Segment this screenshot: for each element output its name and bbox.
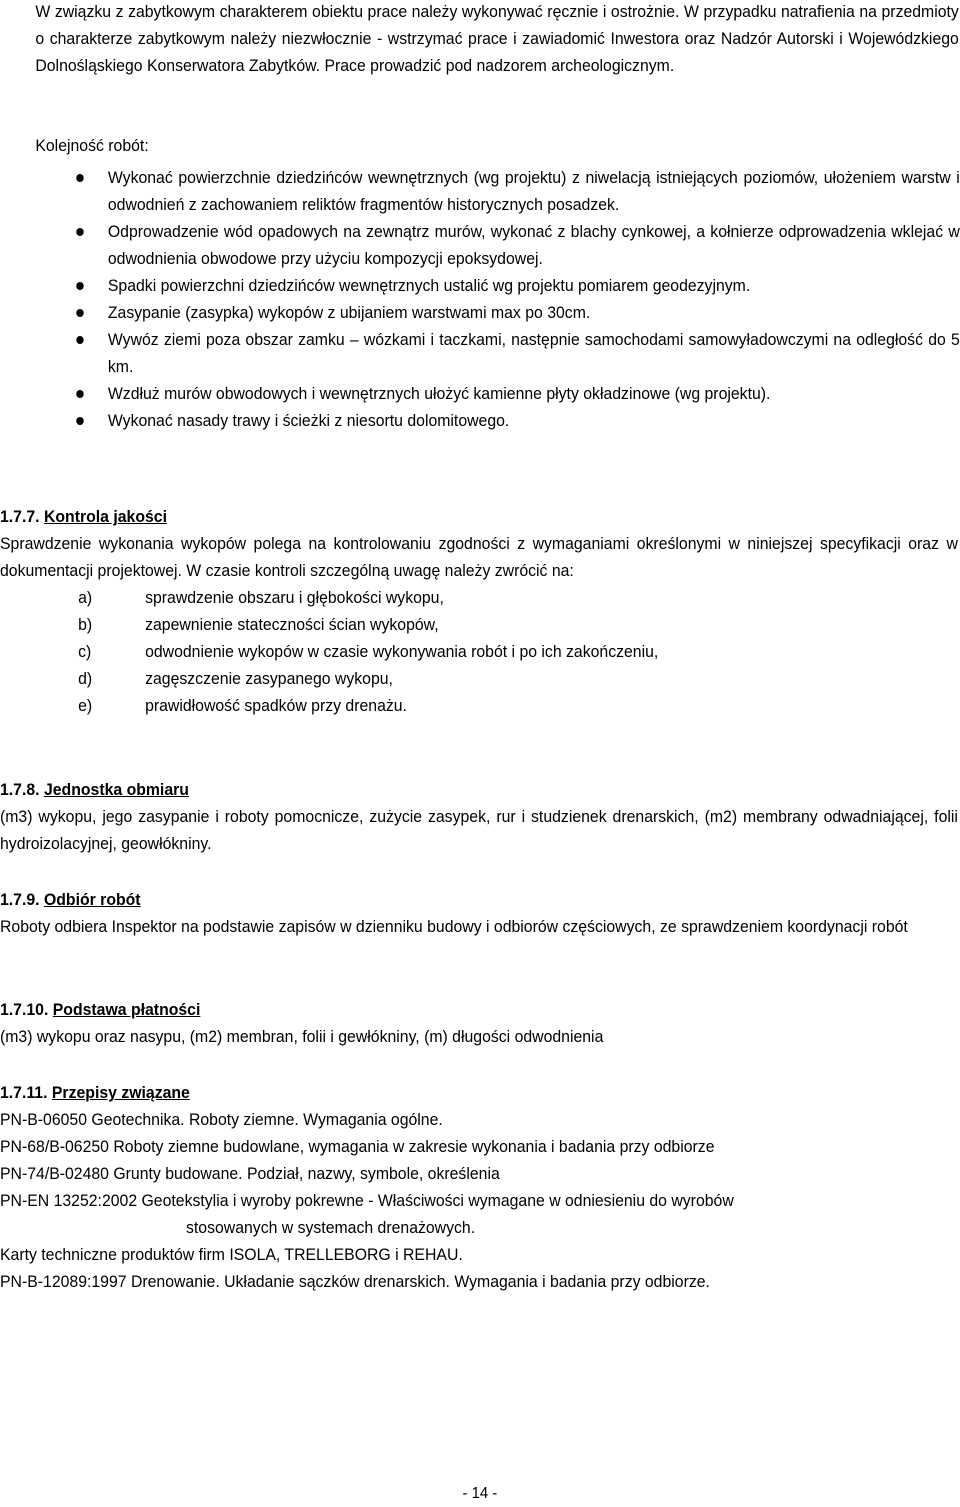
section-heading: 1.7.10. Podstawa płatności <box>0 1000 201 1019</box>
standard-line: PN-B-12089:1997 Drenowanie. Układanie sączków drenarskich. Wymagania i badania przy odbiorze. <box>0 1272 710 1291</box>
section-heading: 1.7.9. Odbiór robót <box>0 890 141 909</box>
bullet-icon <box>76 390 83 398</box>
list-item: Odprowadzenie wód opadowych na zewnątrz murów, wykonać z blachy cynkowej, a kołnierze odprowadzenia wklejać w odwodnienia obwodowe przy użyciu kompozycji epoksydowej. <box>0 218 960 272</box>
section-heading: 1.7.7. Kontrola jakości <box>0 507 167 526</box>
list-item: d) zagęszczenie zasypanego wykopu, <box>78 669 393 688</box>
order-list <box>0 164 960 434</box>
list-item: Spadki powierzchni dziedzińców wewnętrznych ustalić wg projektu pomiarem geodezyjnym. <box>0 272 960 299</box>
section-text: (m3) wykopu, jego zasypanie i roboty pomocnicze, zużycie zasypek, rur i studzienek drenarskich, (m2) membrany odwadniającej, folii hydroizolacyjnej, geowłókniny. <box>0 807 958 853</box>
list-item: Zasypanie (zasypka) wykopów z ubijaniem warstwami max po 30cm. <box>0 299 960 326</box>
check-list <box>0 584 958 719</box>
bullet-icon <box>76 336 83 344</box>
list-item: c) odwodnienie wykopów w czasie wykonywania robót i po ich zakończeniu, <box>78 642 659 661</box>
bullet-icon <box>76 282 83 290</box>
bullet-icon <box>76 228 83 236</box>
section-text: Roboty odbiera Inspektor na podstawie zapisów w dzienniku budowy i odbiorów częściowych, ze sprawdzeniem koordynacji robót <box>0 917 908 936</box>
list-item: b) zapewnienie stateczności ścian wykopów, <box>78 615 439 634</box>
section-text: (m3) wykopu oraz nasypu, (m2) membran, folii i gewłókniny, (m) długości odwodnienia <box>0 1027 604 1046</box>
list-item: e) prawidłowość spadków przy drenażu. <box>78 696 407 715</box>
list-item: a) sprawdzenie obszaru i głębokości wykopu, <box>78 588 444 607</box>
section-heading: 1.7.11. Przepisy związane <box>0 1083 190 1102</box>
section-heading: 1.7.8. Jednostka obmiaru <box>0 780 189 799</box>
section-1-7-9 <box>0 886 958 940</box>
standard-line-continued: stosowanych w systemach drenażowych. <box>186 1218 476 1237</box>
list-item: Wykonać nasady trawy i ścieżki z niesortu dolomitowego. <box>0 407 960 434</box>
section-1-7-11 <box>0 1079 958 1295</box>
standard-line: Karty techniczne produktów firm ISOLA, TRELLEBORG i REHAU. <box>0 1245 463 1264</box>
bullet-icon <box>76 309 83 317</box>
list-item: Wzdłuż murów obwodowych i wewnętrznych ułożyć kamienne płyty okładzinowe (wg projektu). <box>0 380 960 407</box>
bullet-icon <box>76 174 83 182</box>
section-1-7-8 <box>0 776 958 857</box>
section-1-7-7 <box>0 503 958 719</box>
section-1-7-10 <box>0 996 958 1050</box>
order-title: Kolejność robót: <box>35 136 149 155</box>
standard-line: PN-74/B-02480 Grunty budowane. Podział, nazwy, symbole, określenia <box>0 1164 500 1183</box>
standard-line: PN-68/B-06250 Roboty ziemne budowlane, wymagania w zakresie wykonania i badania przy odbiorze <box>0 1137 715 1156</box>
standard-line: PN-B-06050 Geotechnika. Roboty ziemne. Wymagania ogólne. <box>0 1110 443 1129</box>
section-text: Sprawdzenie wykonania wykopów polega na kontrolowaniu zgodności z wymaganiami określonymi w niniejszej specyfikacji oraz w dokumentacji projektowej. W czasie kontroli szczególną uwagę należy zwrócić na: <box>0 534 958 580</box>
intro-paragraph: W związku z zabytkowym charakterem obiektu prace należy wykonywać ręcznie i ostrożnie. W przypadku natrafienia na przedmioty o charakterze zabytkowym należy niezwłocznie - wstrzymać prace i zawiadomić Inwestora oraz Nadzór Autorski i Wojewódzkiego Dolnośląskiego Konserwatora Zabytków. Prace prowadzić pod nadzorem archeologicznym. <box>35 2 959 75</box>
list-item: Wykonać powierzchnie dziedzińców wewnętrznych (wg projektu) z niwelacją istniejących poziomów, ułożeniem warstw i odwodnień z zachowaniem reliktów fragmentów historycznych posadzek. <box>0 164 960 218</box>
list-item: Wywóz ziemi poza obszar zamku – wózkami i taczkami, następnie samochodami samowyładowczymi na odległość do 5 km. <box>0 326 960 380</box>
page-number: - 14 - <box>462 1485 498 1502</box>
bullet-icon <box>76 417 83 425</box>
standard-line: PN-EN 13252:2002 Geotekstylia i wyroby pokrewne - Właściwości wymagane w odniesieniu do wyrobów <box>0 1191 734 1210</box>
